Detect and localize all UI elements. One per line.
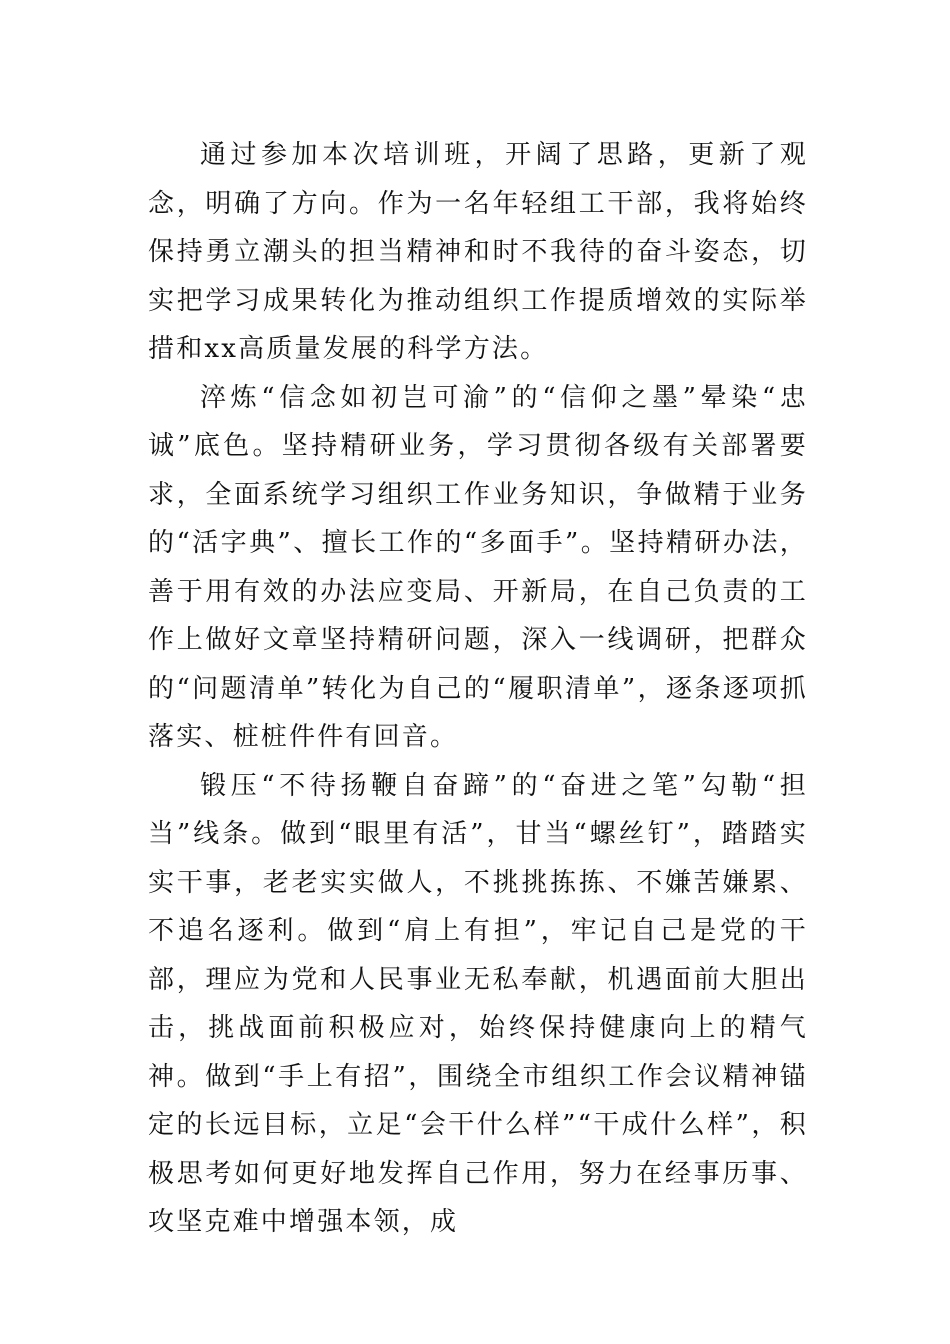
paragraph-3: 锻压“不待扬鞭自奋蹄”的“奋进之笔”勾勒“担当”线条。做到“眼里有活”，甘当“螺丝钉”，踏踏实实干事，老老实实做人，不挑挑拣拣、不嫌苦嫌累、不追名逐利。做到“肩上有担”，牢记自己是党的干部，理应为党和人民事业无私奉献，机遇面前大胆出击，挑战面前积极应对，始终保持健康向上的精气神。做到“手上有招”，围绕全市组织工作会议精神锚定的长远目标，立足“会干什么样”“干成什么样”，积极思考如何更好地发挥自己作用，努力在经事历事、攻坚克难中增强本领，成 bbox=[148, 770, 808, 1237]
paragraph-2: 淬炼“信念如初岂可渝”的“信仰之墨”晕染“忠诚”底色。坚持精研业务，学习贯彻各级有关部署要求，全面系统学习组织工作业务知识，争做精于业务的“活字典”、擅长工作的“多面手”。坚持精研办法，善于用有效的办法应变局、开新局，在自己负责的工作上做好文章坚持精研问题，深入一线调研，把群众的“问题清单”转化为自己的“履职清单”，逐条逐项抓落实、桩桩件件有回音。 bbox=[148, 382, 808, 752]
paragraph-1: 通过参加本次培训班，开阔了思路，更新了观念，明确了方向。作为一名年轻组工干部，我将始终保持勇立潮头的担当精神和时不我待的奋斗姿态，切实把学习成果转化为推动组织工作提质增效的实际举措和xx高质量发展的科学方法。 bbox=[148, 140, 808, 364]
document-body bbox=[148, 131, 808, 1247]
